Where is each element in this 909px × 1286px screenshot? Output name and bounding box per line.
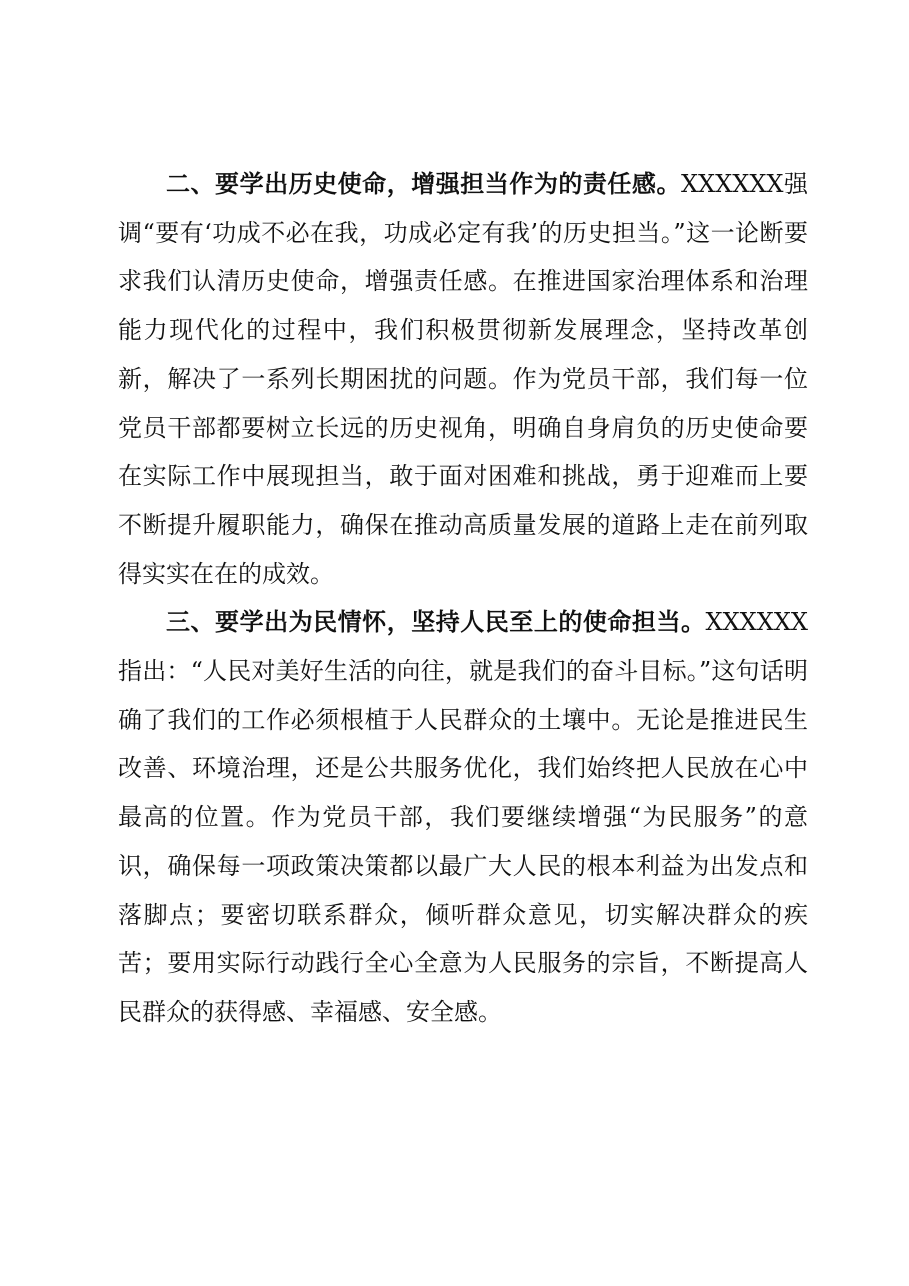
document-body — [118, 160, 808, 1037]
section-body-two: XXXXXX强调“要有‘功成不必在我，功成必定有我’的历史担当。”这一论断要求我们认清历史使命，增强责任感。在推进国家治理体系和治理能力现代化的过程中，我们积极贯彻新发展理念，坚持改革创新，解决了一系列长期困扰的问题。作为党员干部，我们每一位党员干部都要树立长远的历史视角，明确自身肩负的历史使命要在实际工作中展现担当，敢于面对困难和挑战，勇于迎难而上要不断提升履职能力，确保在推动高质量发展的道路上走在前列取得实实在在的成效。 — [118, 170, 809, 588]
section-heading-three: 三、要学出为民情怀，坚持人民至上的使命担当。 — [166, 608, 706, 637]
section-body-three: XXXXXX指出：“人民对美好生活的向往，就是我们的奋斗目标。”这句话明确了我们的工作必须根植于人民群众的土壤中。无论是推进民生改善、环境治理，还是公共服务优化，我们始终把人民放在心中最高的位置。作为党员干部，我们要继续增强“为民服务”的意识，确保每一项政策决策都以最广大人民的根本利益为出发点和落脚点；要密切联系群众，倾听群众意见，切实解决群众的疾苦；要用实际行动践行全心全意为人民服务的宗旨，不断提高人民群众的获得感、幸福感、安全感。 — [118, 608, 808, 1026]
section-heading-two: 二、要学出历史使命，增强担当作为的责任感。 — [166, 170, 681, 198]
paragraph-section-two — [118, 160, 808, 598]
paragraph-section-three — [118, 598, 808, 1036]
